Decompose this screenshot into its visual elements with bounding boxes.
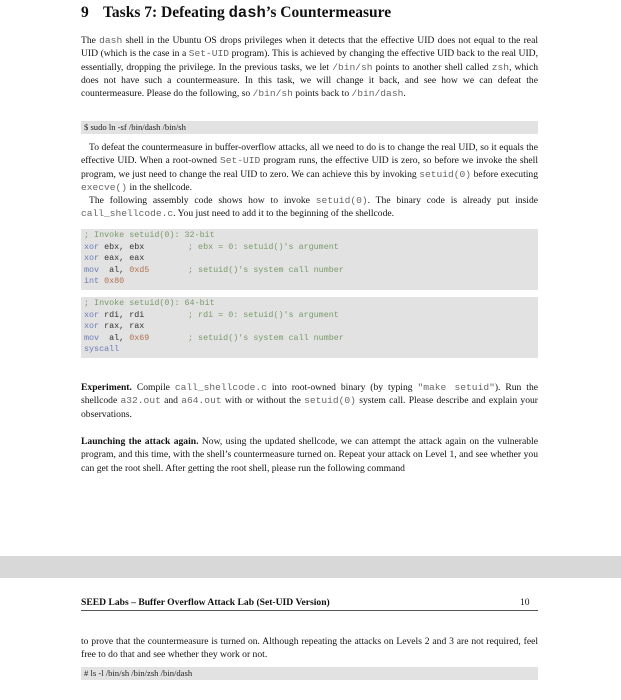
code-instruction: xor rax, rax — [84, 321, 145, 332]
inline-code: setuid(0) — [315, 195, 368, 206]
code-instruction: xor rdi, rdi — [84, 309, 145, 320]
code-comment: ; ebx = 0: setuid()'s argument — [188, 241, 339, 252]
page-separator — [0, 556, 621, 578]
code-comment: ; Invoke setuid(0): 32-bit — [84, 230, 215, 240]
code-instruction: int 0x80 — [84, 276, 125, 287]
code-instruction: syscall — [84, 344, 120, 355]
inline-code: a64.out — [181, 395, 222, 407]
paragraph-experiment: Experiment. Compile call_shellcode.c into root-owned binary (by typing "make setuid"). Run the shellcode a32.out and a64.out with or without the setuid(0) system call. Please describe and explain your observations. — [81, 382, 539, 420]
inline-code: a32.out — [120, 395, 161, 407]
inline-code: /bin/sh — [332, 61, 373, 73]
code-line — [84, 344, 538, 356]
code-instruction: xor eax, eax — [84, 253, 145, 264]
inline-code: setuid(0) — [304, 395, 356, 407]
code-comment: ; setuid()'s system call number — [188, 332, 344, 343]
footer-page-number: 10 — [520, 597, 530, 608]
footer-rule — [81, 610, 538, 611]
code-instruction: mov al, 0x69 — [84, 332, 150, 343]
paragraph-assembly-intro: The following assembly code shows how to invoke setuid(0). The binary code is already put inside call_shellcode.c. You just need to add it to the beginning of the shellcode. — [81, 195, 538, 220]
code-block-64bit — [81, 297, 538, 358]
section-title-suffix: ’s Countermeasure — [265, 4, 392, 21]
section-title-code: dash — [228, 4, 266, 22]
code-line — [84, 321, 538, 333]
footer-lab-title: SEED Labs – Buffer Overflow Attack Lab (Set-UID Version) — [81, 597, 330, 608]
inline-code: /bin/sh — [252, 88, 293, 100]
paragraph-lead: Launching the attack again. — [81, 436, 199, 447]
command-box-ls: # ls -l /bin/sh /bin/zsh /bin/dash — [81, 667, 538, 680]
code-block-32bit — [81, 229, 538, 290]
inline-code: dash — [99, 35, 123, 46]
code-line — [84, 310, 538, 322]
code-line — [84, 265, 538, 277]
section-heading — [81, 4, 391, 22]
paragraph-dash-intro: The dash shell in the Ubuntu OS drops privileges when it detects that the effective UID does not equal to the real UID (which is the case in a Set-UID program). This is achieved by changing the effective UID back to the real UID, essentially, dropping the privilege. In the previous tasks, we let /bin/sh points to another shell called zsh, which does not have such a countermeasure. In this task, we will change it back, and see how we can defeat the countermeasure. Please do the following, so /bin/sh points back to /bin/dash. — [81, 35, 539, 100]
code-line — [84, 333, 538, 345]
section-number: 9 — [81, 4, 89, 21]
inline-code: setuid(0) — [419, 168, 472, 180]
code-line — [84, 230, 538, 242]
command-box-link-dash: $ sudo ln -sf /bin/dash /bin/sh — [81, 121, 538, 134]
inline-code: Set-UID — [219, 155, 261, 167]
code-line — [84, 242, 538, 254]
paragraph-lead: Experiment. — [81, 382, 132, 393]
code-line — [84, 298, 538, 310]
section-title-prefix: Tasks 7: Defeating — [103, 4, 229, 21]
code-instruction: mov al, 0xd5 — [84, 264, 150, 275]
inline-code: execve() — [81, 181, 128, 193]
code-line — [84, 276, 538, 288]
inline-code: "make setuid" — [417, 382, 495, 393]
inline-code: Set-UID — [188, 48, 230, 60]
inline-code: /bin/dash — [351, 88, 404, 100]
code-comment: ; Invoke setuid(0): 64-bit — [84, 298, 215, 308]
code-instruction: xor ebx, ebx — [84, 241, 145, 252]
code-comment: ; setuid()'s system call number — [188, 264, 344, 275]
inline-code: call_shellcode.c — [174, 382, 267, 393]
code-comment: ; rdi = 0: setuid()'s argument — [188, 309, 339, 320]
paragraph-prove-countermeasure: to prove that the countermeasure is turned on. Although repeating the attacks on Levels 2 and 3 are not required, feel free to do that and see whether they work or not. — [81, 636, 538, 661]
inline-code: zsh — [491, 61, 510, 73]
paragraph-defeat: To defeat the countermeasure in buffer-overflow attacks, all we need to do is to change the real UID, so it equals the effective UID. When a root-owned Set-UID program runs, the effective UID is zero, so before we invoke the shell program, we just need to change the real UID to zero. We can achieve this by invoking setuid(0) before executing execve() in the shellcode. — [81, 142, 538, 193]
inline-code: call_shellcode.c — [81, 208, 174, 220]
paragraph-launching-attack: Launching the attack again. Now, using the updated shellcode, we can attempt the attack again on the vulnerable program, and this time, with the shell’s countermeasure turned on. Repeat your attack on Level 1, and see whether you can get the root shell. After getting the root shell, please run the following command — [81, 436, 538, 474]
code-line — [84, 253, 538, 265]
